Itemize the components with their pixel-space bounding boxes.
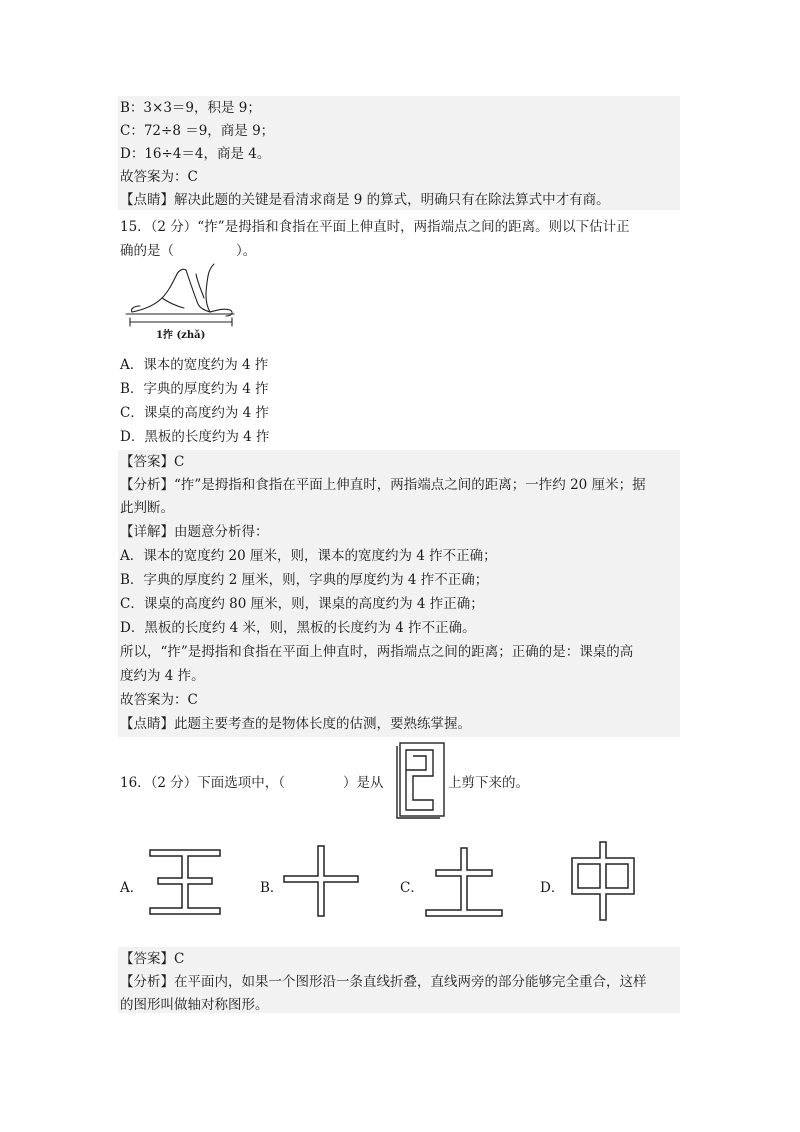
q16-option-b-label: B． <box>260 880 284 896</box>
q16-answer: 【答案】C <box>120 951 185 967</box>
q16-stem-part: 上剪下来的。 <box>448 775 529 791</box>
q15-stem-line2 <box>120 240 256 262</box>
option-d-zhong-shape <box>568 842 640 922</box>
paper-cutout-figure <box>395 740 449 820</box>
q15-answer: 【答案】C <box>120 454 185 470</box>
q14-line: 故答案为：C <box>120 169 198 185</box>
q15-option-b: B．字典的厚度约为 4 拃 <box>120 381 269 397</box>
q15-option-a: A．课本的宽度约为 4 拃 <box>120 357 269 373</box>
option-c-tu-shape <box>426 848 506 920</box>
q15-option-c: C．课桌的高度约为 4 拃 <box>120 405 270 421</box>
q15-detail: B．字典的厚度约 2 厘米，则，字典的厚度约为 4 拃不正确； <box>120 572 489 588</box>
q15-final-answer: 故答案为：C <box>120 692 198 708</box>
q16-analysis: 【分析】在平面内，如果一个图形沿一条直线折叠，直线两旁的部分能够完全重合，这样 <box>120 974 647 990</box>
q15-analysis: 【分析】“拃”是拇指和食指在平面上伸直时，两指端点之间的距离；一拃约 20 厘米；据 <box>120 477 646 493</box>
q16-analysis: 的图形叫做轴对称图形。 <box>120 997 269 1013</box>
q15-detail-title: 【详解】由题意分析得： <box>120 524 269 540</box>
q16-stem-part: 16．（2 分）下面选项中，（ <box>120 775 286 791</box>
q14-line: C：72÷8 ＝9，商是 9； <box>120 123 275 139</box>
q14-comment: 【点睛】解决此题的关键是看清求商是 9 的算式，明确只有在除法算式中才有商。 <box>120 192 610 208</box>
q15-detail: D．黑板的长度约 4 米，则，黑板的长度约为 4 拃不正确。 <box>120 620 476 636</box>
q15-analysis: 此判断。 <box>120 500 174 516</box>
option-b-shi-shape <box>284 846 360 918</box>
hand-figure-caption: 1拃 (zhǎ) <box>156 330 206 341</box>
q14-line: D：16÷4＝4，商是 4。 <box>120 146 271 162</box>
q15-option-d: D．黑板的长度约为 4 拃 <box>120 429 270 445</box>
q15-detail: C．课桌的高度约 80 厘米，则，课桌的高度约为 4 拃正确； <box>120 596 484 612</box>
q15-summary: 度约为 4 拃。 <box>120 668 205 684</box>
q16-option-d-label: D． <box>540 880 565 896</box>
q16-option-a-label: A． <box>120 880 144 896</box>
q15-detail: A．课本的宽度约 20 厘米，则，课本的宽度约为 4 拃不正确； <box>120 548 497 564</box>
option-a-wang-shape <box>150 850 222 918</box>
q15-stem-part: 确的是（ <box>120 243 174 259</box>
q14-line: B：3×3＝9，积是 9； <box>120 100 261 116</box>
q15-stem: 15．（2 分）“拃”是拇指和食指在平面上伸直时，两指端点之间的距离。则以下估计正 <box>120 219 630 235</box>
q15-comment: 【点睛】此题主要考查的是物体长度的估测，要熟练掌握。 <box>120 716 471 732</box>
q16-stem-part: ）是从 <box>343 775 384 791</box>
q15-stem-part: ）。 <box>236 243 257 259</box>
q15-summary: 所以，“拃”是拇指和食指在平面上伸直时，两指端点之间的距离；正确的是：课桌的高 <box>120 644 634 660</box>
q16-option-c-label: C． <box>400 880 424 896</box>
